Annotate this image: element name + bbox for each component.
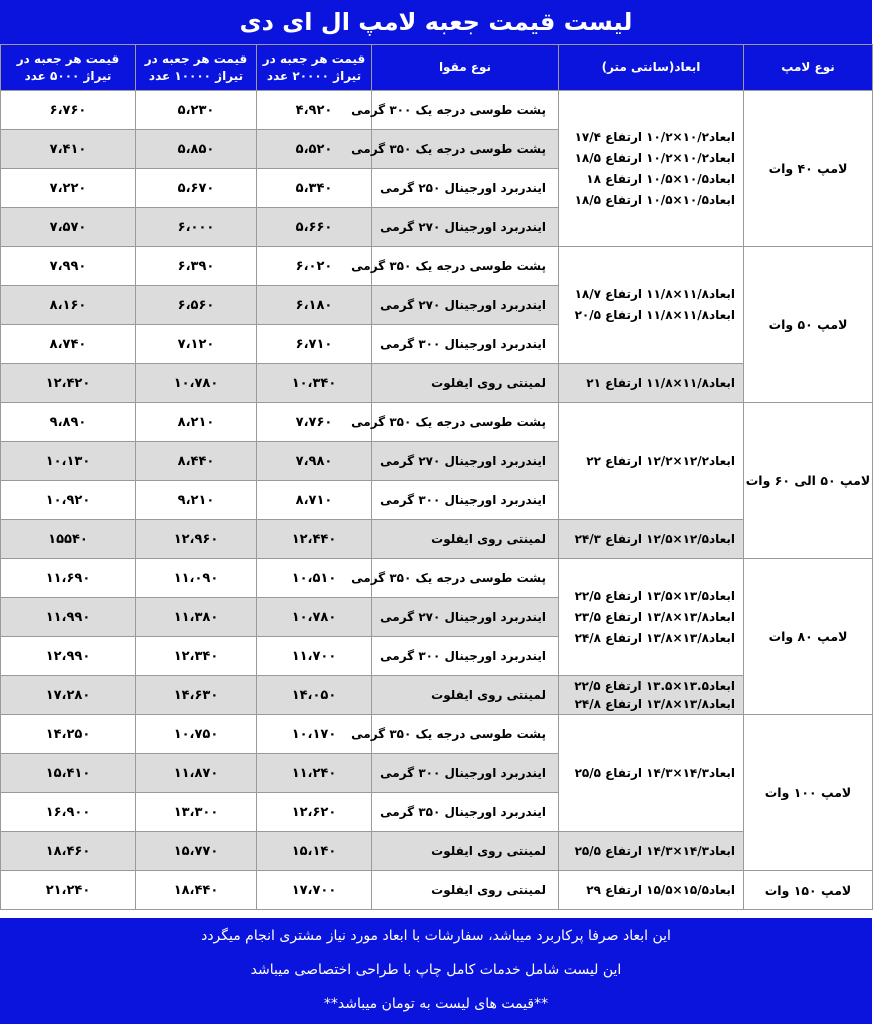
price-20000-cell: ۶،۱۸۰ — [257, 286, 372, 325]
price-20000-cell: ۱۰،۵۱۰ — [257, 559, 372, 598]
material-cell: لمینتی روی ایفلوت — [372, 520, 559, 559]
price-5000-cell: ۷،۲۲۰ — [1, 169, 136, 208]
price-table — [0, 44, 873, 910]
price-5000-cell: ۱۴،۲۵۰ — [1, 715, 136, 754]
price-10000-cell: ۱۰،۷۸۰ — [136, 364, 257, 403]
price-20000-cell: ۱۱،۲۴۰ — [257, 754, 372, 793]
table-row — [1, 91, 873, 130]
footer-note-services: این لیست شامل خدمات کامل چاپ با طراحی اختصاصی میباشد — [250, 962, 622, 978]
price-10000-cell: ۱۱،۸۷۰ — [136, 754, 257, 793]
table-row — [1, 676, 873, 715]
material-cell: لمینتی روی ایفلوت — [372, 871, 559, 910]
dimension-cell: ابعاد۱۲/۲×۱۲/۲ ارتفاع ۲۲ — [559, 403, 744, 520]
dimension-cell: ابعاد۱۳/۵×۱۳/۵ ارتفاع ۲۲/۵ ابعاد۱۳/۸×۱۳/۸ ارتفاع ۲۳/۵ ابعاد۱۳/۸×۱۳/۸ ارتفاع ۲۴/۸ — [559, 559, 744, 676]
lamp-type-cell: لامپ ۸۰ وات — [744, 559, 873, 715]
dimension-cell: ابعاد۱۵/۵×۱۵/۵ ارتفاع ۲۹ — [559, 871, 744, 910]
price-10000-cell: ۱۰،۷۵۰ — [136, 715, 257, 754]
price-5000-cell: ۱۵،۴۱۰ — [1, 754, 136, 793]
material-cell: ایندربرد اورجینال ۳۰۰ گرمی — [372, 754, 559, 793]
price-10000-cell: ۱۱،۳۸۰ — [136, 598, 257, 637]
price-5000-cell: ۷،۹۹۰ — [1, 247, 136, 286]
price-20000-cell: ۱۲،۶۲۰ — [257, 793, 372, 832]
material-cell: پشت طوسی درجه یک ۳۵۰ گرمی — [372, 247, 559, 286]
price-5000-cell: ۱۰،۱۳۰ — [1, 442, 136, 481]
header-price-10000: قیمت هر جعبه در تیراژ ۱۰۰۰۰ عدد — [136, 45, 257, 91]
material-cell: ایندربرد اورجینال ۲۵۰ گرمی — [372, 169, 559, 208]
dimension-cell: ابعاد۱۴/۳×۱۴/۳ ارتفاع ۲۵/۵ — [559, 715, 744, 832]
price-20000-cell: ۱۰،۱۷۰ — [257, 715, 372, 754]
price-20000-cell: ۴،۹۲۰ — [257, 91, 372, 130]
material-cell: ایندربرد اورجینال ۲۷۰ گرمی — [372, 286, 559, 325]
lamp-type-cell: لامپ ۱۵۰ وات — [744, 871, 873, 910]
price-5000-cell: ۱۸،۴۶۰ — [1, 832, 136, 871]
price-10000-cell: ۱۵،۷۷۰ — [136, 832, 257, 871]
price-10000-cell: ۸،۲۱۰ — [136, 403, 257, 442]
material-cell: لمینتی روی ایفلوت — [372, 832, 559, 871]
price-10000-cell: ۱۲،۹۶۰ — [136, 520, 257, 559]
price-5000-cell: ۲۱،۲۴۰ — [1, 871, 136, 910]
price-10000-cell: ۵،۲۳۰ — [136, 91, 257, 130]
price-5000-cell: ۶،۷۶۰ — [1, 91, 136, 130]
header-price-5000: قیمت هر جعبه در تیراژ ۵۰۰۰ عدد — [1, 45, 136, 91]
price-5000-cell: ۸،۷۴۰ — [1, 325, 136, 364]
header-material: نوع مقوا — [372, 45, 559, 91]
price-20000-cell: ۱۱،۷۰۰ — [257, 637, 372, 676]
material-cell: ایندربرد اورجینال ۳۰۰ گرمی — [372, 481, 559, 520]
material-cell: ایندربرد اورجینال ۳۵۰ گرمی — [372, 793, 559, 832]
price-20000-cell: ۷،۹۸۰ — [257, 442, 372, 481]
material-cell: ایندربرد اورجینال ۲۷۰ گرمی — [372, 442, 559, 481]
price-5000-cell: ۱۲،۴۲۰ — [1, 364, 136, 403]
table-header-row — [1, 45, 873, 91]
price-10000-cell: ۵،۶۷۰ — [136, 169, 257, 208]
price-5000-cell: ۸،۱۶۰ — [1, 286, 136, 325]
material-cell: پشت طوسی درجه یک ۳۵۰ گرمی — [372, 715, 559, 754]
price-10000-cell: ۸،۴۴۰ — [136, 442, 257, 481]
price-5000-cell: ۱۱،۶۹۰ — [1, 559, 136, 598]
price-5000-cell: ۹،۸۹۰ — [1, 403, 136, 442]
price-5000-cell: ۷،۵۷۰ — [1, 208, 136, 247]
header-lamp-type: نوع لامپ — [744, 45, 873, 91]
dimension-cell: ابعاد۱۰/۲×۱۰/۲ ارتفاع ۱۷/۴ ابعاد۱۰/۲×۱۰/۲ ارتفاع ۱۸/۵ ابعاد۱۰/۵×۱۰/۵ ارتفاع ۱۸ ابعاد۱۰/۵×۱۰/۵ ارتفاع ۱۸/۵ — [559, 91, 744, 247]
price-20000-cell: ۱۷،۷۰۰ — [257, 871, 372, 910]
dimension-cell: ابعاد۱۴/۳×۱۴/۳ ارتفاع ۲۵/۵ — [559, 832, 744, 871]
price-5000-cell: ۱۰،۹۲۰ — [1, 481, 136, 520]
material-cell: پشت طوسی درجه یک ۳۰۰ گرمی — [372, 91, 559, 130]
table-row — [1, 871, 873, 910]
price-10000-cell: ۶،۳۹۰ — [136, 247, 257, 286]
footer-note-currency: **قیمت های لیست به تومان میباشد** — [323, 996, 549, 1012]
footer-note-dimensions: این ابعاد صرفا پرکاربرد میباشد، سفارشات با ابعاد مورد نیاز مشتری انجام میگردد — [201, 928, 671, 944]
price-20000-cell: ۷،۷۶۰ — [257, 403, 372, 442]
material-cell: لمینتی روی ایفلوت — [372, 364, 559, 403]
price-10000-cell: ۷،۱۲۰ — [136, 325, 257, 364]
lamp-type-cell: لامپ ۱۰۰ وات — [744, 715, 873, 871]
price-20000-cell: ۱۲،۴۴۰ — [257, 520, 372, 559]
lamp-type-cell: لامپ ۵۰ الی ۶۰ وات — [744, 403, 873, 559]
dimension-cell: ابعاد۱۲/۵×۱۲/۵ ارتفاع ۲۴/۳ — [559, 520, 744, 559]
price-10000-cell: ۱۴،۶۳۰ — [136, 676, 257, 715]
price-20000-cell: ۱۰،۳۴۰ — [257, 364, 372, 403]
price-10000-cell: ۱۲،۳۴۰ — [136, 637, 257, 676]
price-10000-cell: ۶،۵۶۰ — [136, 286, 257, 325]
price-10000-cell: ۱۸،۴۴۰ — [136, 871, 257, 910]
price-20000-cell: ۱۵،۱۴۰ — [257, 832, 372, 871]
header-price-20000: قیمت هر جعبه در تیراژ ۲۰۰۰۰ عدد — [257, 45, 372, 91]
footer-notes — [0, 918, 872, 1024]
price-20000-cell: ۸،۷۱۰ — [257, 481, 372, 520]
price-10000-cell: ۵،۸۵۰ — [136, 130, 257, 169]
table-row — [1, 403, 873, 442]
price-10000-cell: ۱۳،۳۰۰ — [136, 793, 257, 832]
price-5000-cell: ۱۵۵۴۰ — [1, 520, 136, 559]
material-cell: ایندربرد اورجینال ۲۷۰ گرمی — [372, 598, 559, 637]
lamp-type-cell: لامپ ۵۰ وات — [744, 247, 873, 403]
dimension-cell: ابعاد۱۱/۸×۱۱/۸ ارتفاع ۱۸/۷ ابعاد۱۱/۸×۱۱/۸ ارتفاع ۲۰/۵ — [559, 247, 744, 364]
page-title: لیست قیمت جعبه لامپ ال ای دی — [0, 0, 872, 44]
price-5000-cell: ۱۲،۹۹۰ — [1, 637, 136, 676]
price-10000-cell: ۱۱،۰۹۰ — [136, 559, 257, 598]
price-10000-cell: ۹،۲۱۰ — [136, 481, 257, 520]
table-row — [1, 247, 873, 286]
price-5000-cell: ۱۱،۹۹۰ — [1, 598, 136, 637]
table-row — [1, 832, 873, 871]
dimension-cell: ابعاد۱۳.۵×۱۳.۵ ارتفاع ۲۲/۵ ابعاد۱۳/۸×۱۳/۸ ارتفاع ۲۴/۸ — [559, 676, 744, 715]
material-cell: ایندربرد اورجینال ۳۰۰ گرمی — [372, 325, 559, 364]
price-20000-cell: ۶،۷۱۰ — [257, 325, 372, 364]
lamp-type-cell: لامپ ۴۰ وات — [744, 91, 873, 247]
price-20000-cell: ۶،۰۲۰ — [257, 247, 372, 286]
table-row — [1, 364, 873, 403]
material-cell: پشت طوسی درجه یک ۳۵۰ گرمی — [372, 559, 559, 598]
material-cell: پشت طوسی درجه یک ۳۵۰ گرمی — [372, 403, 559, 442]
price-10000-cell: ۶،۰۰۰ — [136, 208, 257, 247]
price-5000-cell: ۷،۴۱۰ — [1, 130, 136, 169]
material-cell: ایندربرد اورجینال ۳۰۰ گرمی — [372, 637, 559, 676]
price-20000-cell: ۵،۶۶۰ — [257, 208, 372, 247]
table-row — [1, 559, 873, 598]
price-5000-cell: ۱۷،۲۸۰ — [1, 676, 136, 715]
price-20000-cell: ۱۰،۷۸۰ — [257, 598, 372, 637]
price-20000-cell: ۵،۵۲۰ — [257, 130, 372, 169]
material-cell: ایندربرد اورجینال ۲۷۰ گرمی — [372, 208, 559, 247]
material-cell: لمینتی روی ایفلوت — [372, 676, 559, 715]
table-row — [1, 715, 873, 754]
dimension-cell: ابعاد۱۱/۸×۱۱/۸ ارتفاع ۲۱ — [559, 364, 744, 403]
price-20000-cell: ۵،۳۴۰ — [257, 169, 372, 208]
header-dimensions: ابعاد(سانتی متر) — [559, 45, 744, 91]
price-5000-cell: ۱۶،۹۰۰ — [1, 793, 136, 832]
material-cell: پشت طوسی درجه یک ۳۵۰ گرمی — [372, 130, 559, 169]
table-row — [1, 520, 873, 559]
price-20000-cell: ۱۴،۰۵۰ — [257, 676, 372, 715]
